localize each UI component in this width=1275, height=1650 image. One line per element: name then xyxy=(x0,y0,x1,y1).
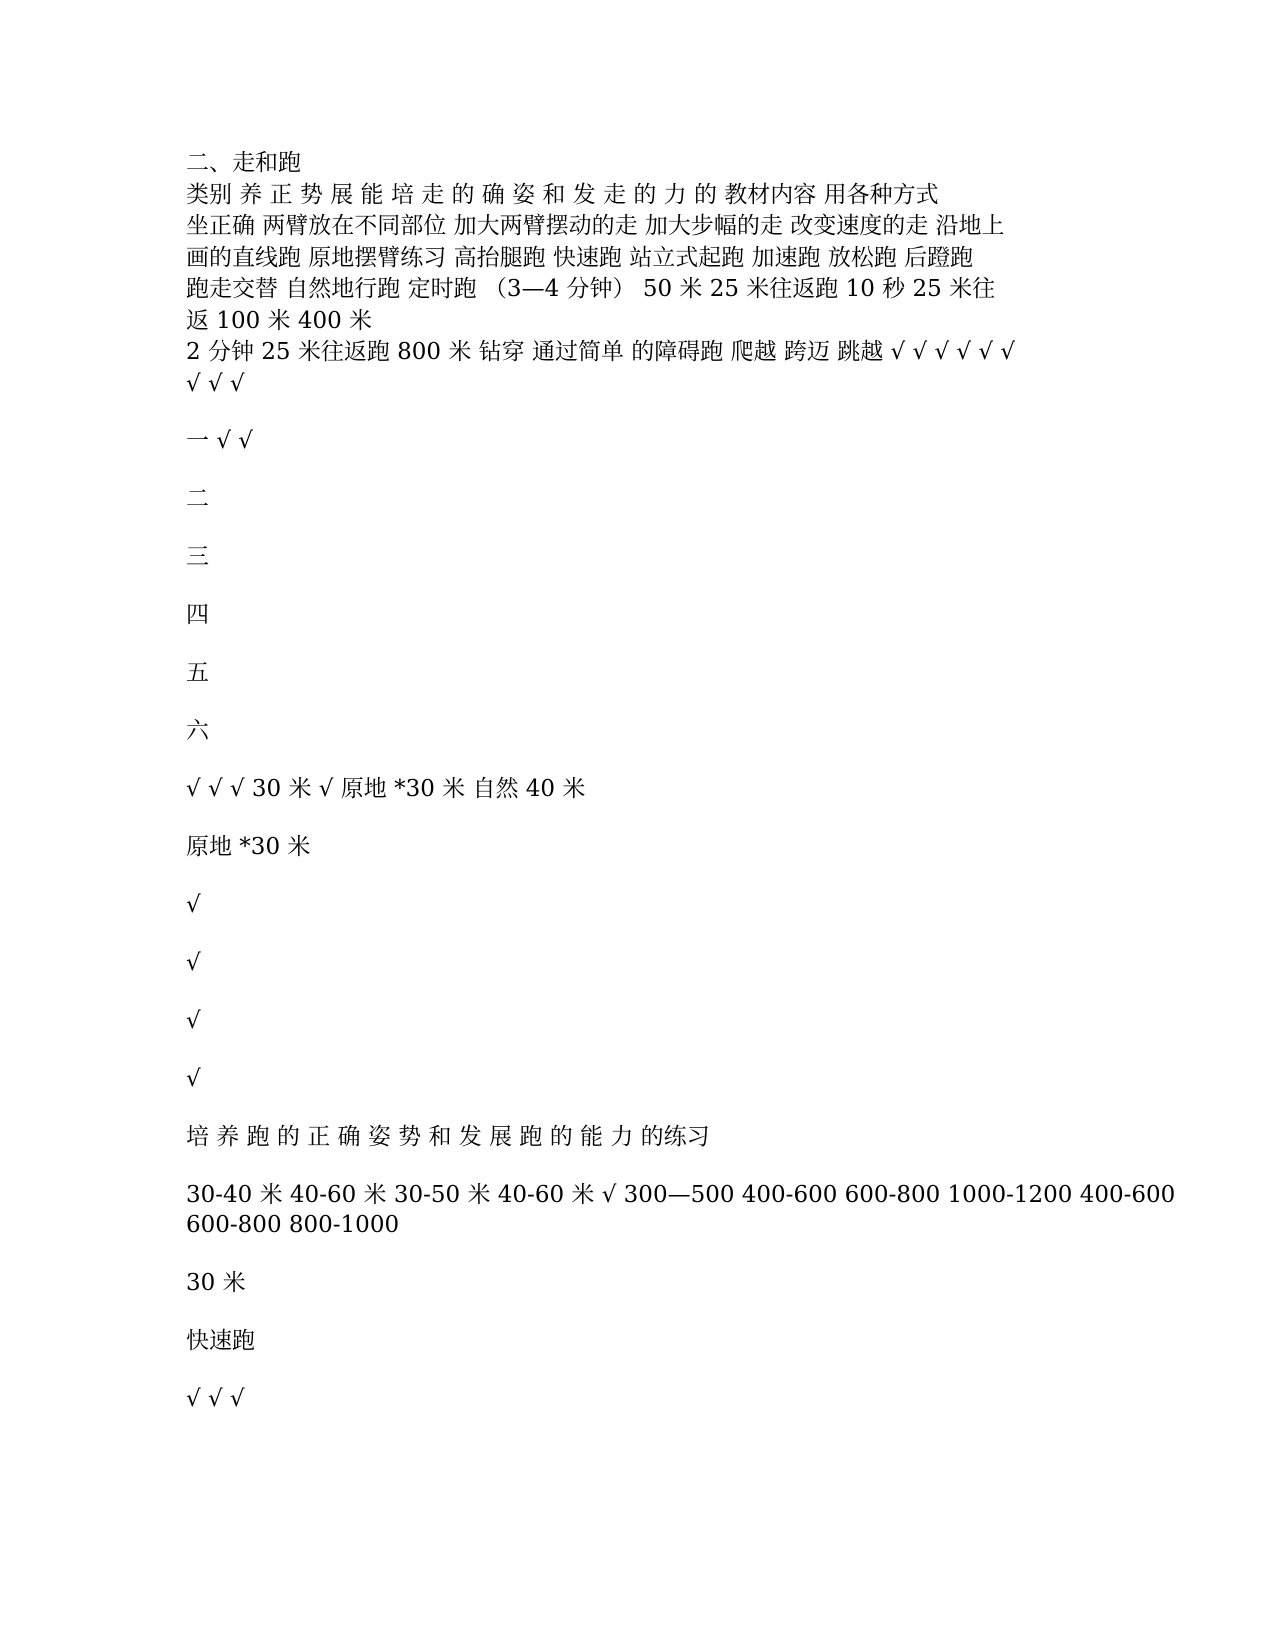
check-mark: √ xyxy=(186,892,201,918)
grade-label: 三 xyxy=(186,544,209,570)
header-line: 跑走交替 自然地行跑 定时跑 （3—4 分钟） 50 米 25 米往返跑 10 秒 25 米往 xyxy=(186,276,996,302)
header-line: 返 100 米 400 米 xyxy=(186,307,373,334)
grade-row xyxy=(186,484,1106,514)
check-mark: √ xyxy=(186,950,201,976)
grade-label: 五 xyxy=(186,660,209,686)
goal-line: 培 养 跑 的 正 确 姿 势 和 发 展 跑 的 能 力 的练习 xyxy=(186,1124,710,1150)
document-body xyxy=(186,148,1176,1414)
grade-row xyxy=(186,426,1106,456)
header-line: 类别 养 正 势 展 能 培 走 的 确 姿 和 发 走 的 力 的 教材内容 用各种方式 xyxy=(186,181,939,208)
distance-line: 30-40 米 40-60 米 30-50 米 40-60 米 √ 300—500 400-600 600-800 1000-1200 400-600 xyxy=(186,1182,1176,1208)
grade-row xyxy=(186,542,1106,572)
grade-label: 一 xyxy=(186,428,209,454)
grade-marks: √ √ xyxy=(216,428,253,454)
header-line: 坐正确 两臂放在不同部位 加大两臂摆动的走 加大步幅的走 改变速度的走 沿地上 xyxy=(186,213,1005,239)
grade-row xyxy=(186,600,1106,630)
distance-row: 原地 *30 米 xyxy=(186,834,311,860)
distance-line: 600-800 800-1000 xyxy=(186,1212,400,1238)
grade-label: 二 xyxy=(186,486,209,512)
distance-row: √ √ √ 30 米 √ 原地 *30 米 自然 40 米 xyxy=(186,776,586,802)
exercise-label: 快速跑 xyxy=(186,1328,255,1354)
check-marks: √ √ √ xyxy=(186,1386,245,1412)
grade-row xyxy=(186,716,1106,746)
section-title: 二、走和跑 xyxy=(186,150,301,176)
grade-label: 四 xyxy=(186,602,209,628)
distance-row: 30 米 xyxy=(186,1270,246,1296)
header-line: 2 分钟 25 米往返跑 800 米 钻穿 通过简单 的障碍跑 爬越 跨迈 跳越 √ √ √ √ √ √ xyxy=(186,339,1016,365)
check-mark: √ xyxy=(186,1066,201,1092)
header-line: √ √ √ xyxy=(186,370,245,397)
header-line: 画的直线跑 原地摆臂练习 高抬腿跑 快速跑 站立式起跑 加速跑 放松跑 后蹬跑 xyxy=(186,244,974,271)
grade-row xyxy=(186,658,1106,688)
grade-label: 六 xyxy=(186,718,209,744)
check-mark: √ xyxy=(186,1008,201,1034)
